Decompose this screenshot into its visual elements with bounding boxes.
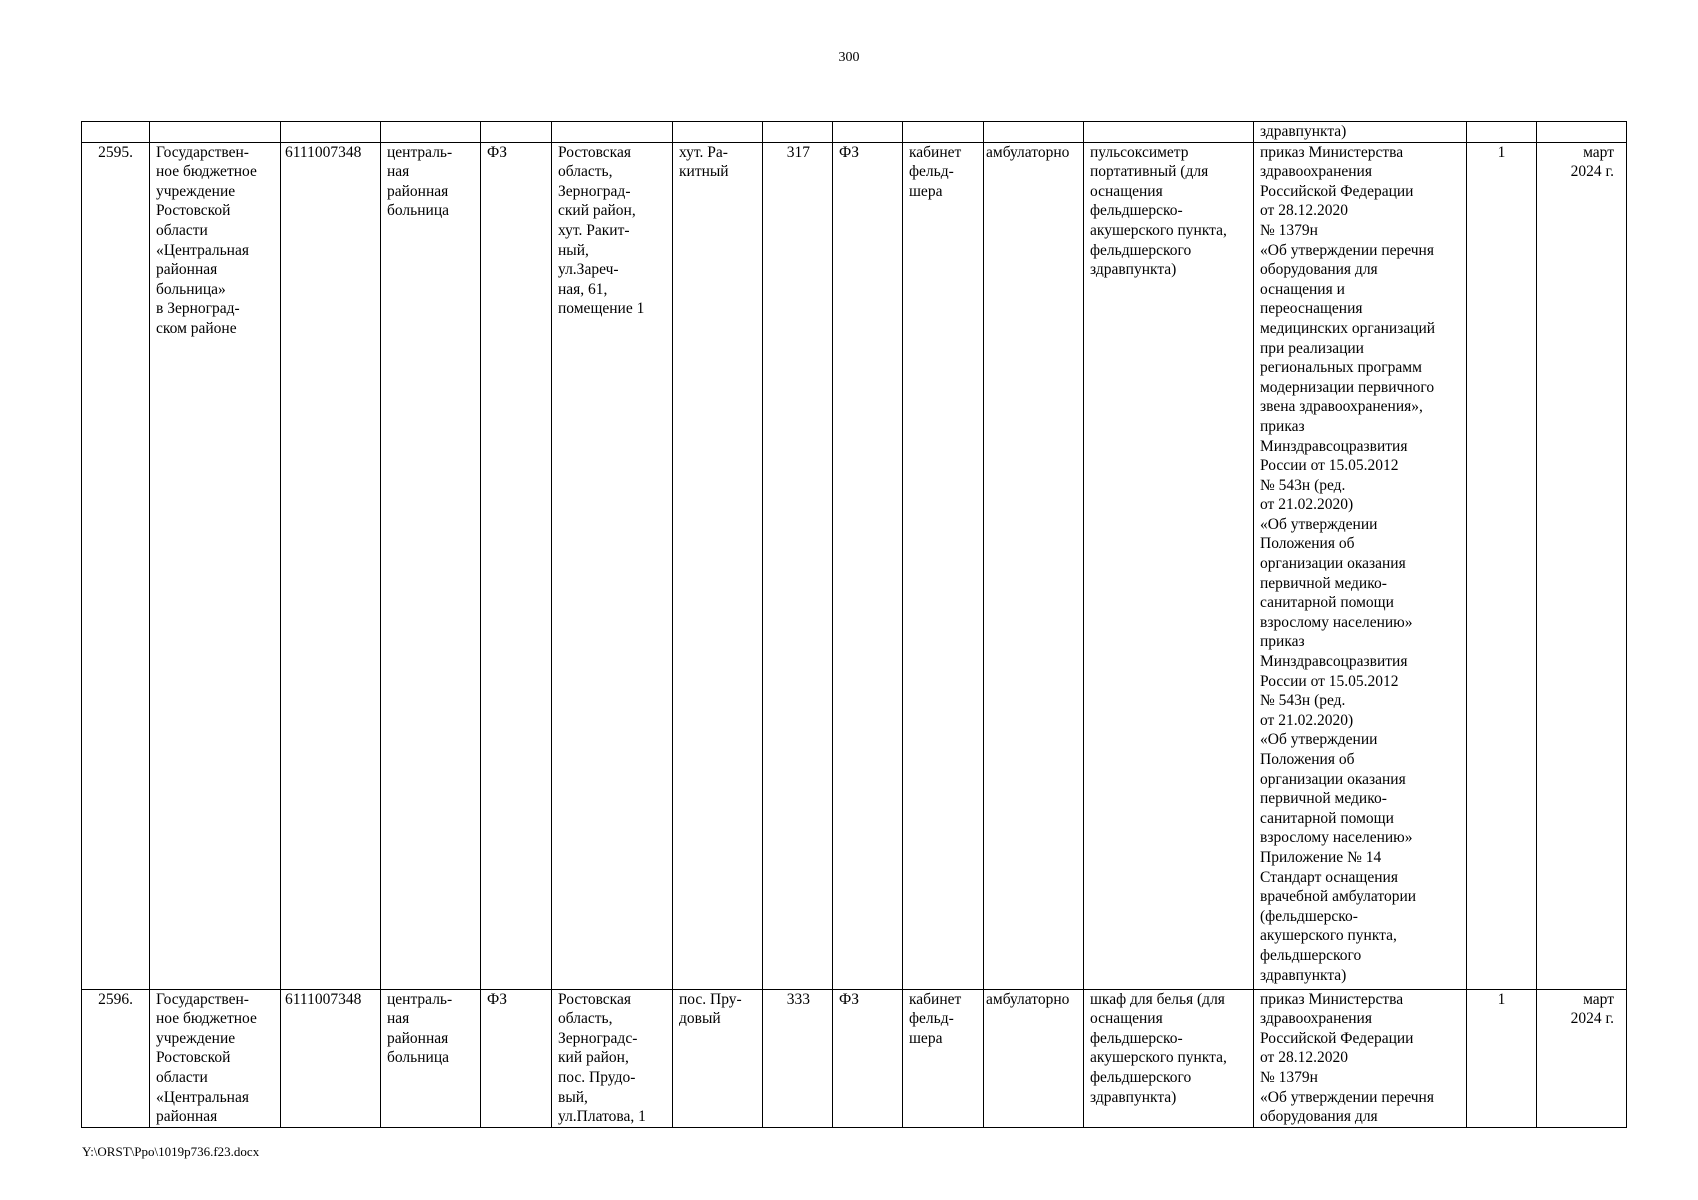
cell-inn: 6111007348 — [281, 142, 381, 989]
cell-care-mode: амбулаторно — [984, 142, 1084, 989]
cell-deadline: март 2024 г. — [1537, 142, 1627, 989]
cell-organization: Государствен- ное бюджетное учреждение Ростовской области «Центральная районная больница» в Зерноград- ском районе — [150, 142, 281, 989]
cell-settlement: пос. Пру- довый — [673, 989, 763, 1127]
cell-equipment: шкаф для белья (для оснащения фельдшерско- акушерского пункта, фельдшерского здравпункта) — [1084, 989, 1254, 1127]
cell-legal-basis: здравпункта) — [1254, 122, 1467, 143]
cell-settlement: хут. Ра- китный — [673, 142, 763, 989]
equipment-table — [81, 121, 1627, 1128]
cell-org-type: централь- ная районная больница — [381, 142, 481, 989]
cell-room: кабинет фельд- шера — [903, 142, 984, 989]
cell-legal-basis: приказ Министерства здравоохранения Российской Федерации от 28.12.2020 № 1379н «Об утверждении перечня оборудования для оснащения и переоснащения медицинских организаций при реализации региональных программ модернизации первичного звена здравоохранения», приказ Минздравсоцразвития России от 15.05.2012 № 543н (ред. от 21.02.2020) «Об утверждении Положения об организации оказания первичной медико- санитарной помощи взрослому населению» приказ Минздравсоцразвития России от 15.05.2012 № 543н (ред. от 21.02.2020) «Об утверждении Положения об организации оказания первичной медико- санитарной помощи взрослому населению» Приложение № 14 Стандарт оснащения врачебной амбулатории (фельдшерско- акушерского пункта, фельдшерского здравпункта) — [1254, 142, 1467, 989]
footer-file-path: Y:\ORST\Ppo\1019p736.f23.docx — [82, 1144, 260, 1159]
cell-number: 2595. — [82, 142, 150, 989]
cell-number: 2596. — [82, 989, 150, 1127]
table-row — [82, 989, 1627, 1127]
cell-population: 317 — [763, 142, 833, 989]
page-number: 300 — [838, 50, 860, 65]
cell-equipment: пульсоксиметр портативный (для оснащения фельдшерско- акушерского пункта, фельдшерского здравпункта) — [1084, 142, 1254, 989]
cell-address: Ростовская область, Зерноградс- кий район, пос. Прудо- вый, ул.Платова, 1 — [552, 989, 673, 1127]
cell-deadline: март 2024 г. — [1537, 989, 1627, 1127]
cell-legal-basis: приказ Министерства здравоохранения Российской Федерации от 28.12.2020 № 1379н «Об утверждении перечня оборудования для — [1254, 989, 1467, 1127]
cell-quantity: 1 — [1467, 142, 1537, 989]
table-row — [82, 142, 1627, 989]
cell-room: кабинет фельд- шера — [903, 989, 984, 1127]
cell-inn: 6111007348 — [281, 989, 381, 1127]
table-row-continuation — [82, 122, 1627, 143]
cell-unit-type: ФЗ — [481, 142, 552, 989]
cell-unit-code: ФЗ — [833, 989, 903, 1127]
cell-population: 333 — [763, 989, 833, 1127]
cell-quantity: 1 — [1467, 989, 1537, 1127]
cell-organization: Государствен- ное бюджетное учреждение Ростовской области «Центральная районная — [150, 989, 281, 1127]
cell-address: Ростовская область, Зерноград- ский район, хут. Ракит- ный, ул.Зареч- ная, 61, помещение 1 — [552, 142, 673, 989]
cell-org-type: централь- ная районная больница — [381, 989, 481, 1127]
cell-care-mode: амбулаторно — [984, 989, 1084, 1127]
cell-unit-code: ФЗ — [833, 142, 903, 989]
cell-unit-type: ФЗ — [481, 989, 552, 1127]
